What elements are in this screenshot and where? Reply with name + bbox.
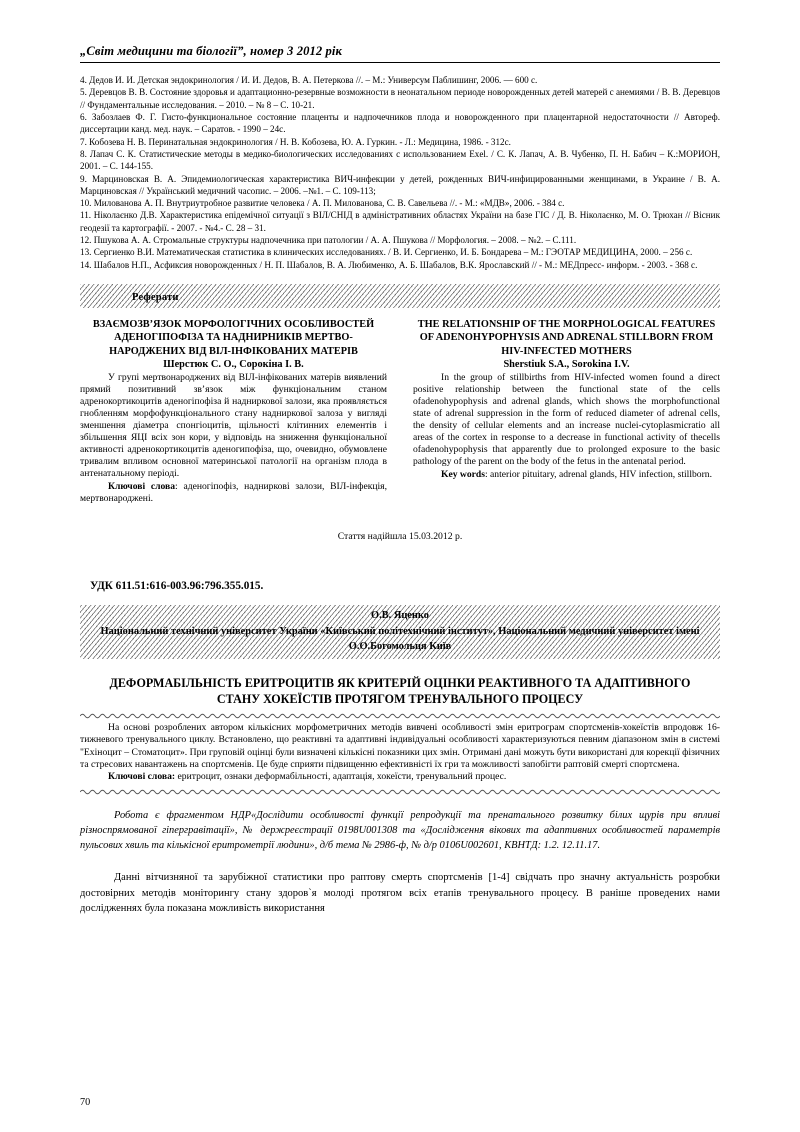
abstracts-section-band — [80, 284, 720, 308]
reference-item: 12. Пшукова А. А. Стромальные структуры надпочечника при патологии / А. А. Пшукова // Морфология. – 2008. – №2. – С.111. — [80, 235, 577, 246]
abstract-en-body: In the group of stillbirths from HIV-infected women found a direct positive relationship between the functional state of the cells ofadenohypophysis and adrenal glands, which shows the morphofunctional state of adrenal suppression in the form of reduced diameter of adrenal cells, the density of cellular elements and an increase nuclei-cytoplasmicratio all areas of the cortex in response to a decrease in functional activity of thecells ofadenohypophysis that apparently due to prolonged exposure to the basic pathology of the parent on the body of the fetus in the antenatal period. — [413, 372, 720, 467]
abstract-ua-authors: Шерстюк С. О., Сорокіна І. В. — [163, 358, 304, 370]
reference-item: 11. Ніколаєнко Д.В. Характеристика епідемічної ситуації з ВІЛ/СНІД в адміністративних областях України на базе ГІС / Д. В. Ніколаєнко, М. О. Трюхан // Вісник геодезії та картографії. - 2007. - №4.- С. 28 – 31. — [80, 210, 720, 233]
abstract-en-authors: Sherstiuk S.A., Sorokina I.V. — [503, 358, 630, 370]
reference-item: 6. Забозлаев Ф. Г. Гисто-функциональное состояние плаценты и надпочечников плода и новорожденного при плацентарной недостаточности // Автореф. диссертации канд. мед. наук. – Саратов. - 1990 – 24с. — [80, 111, 720, 135]
running-head-rule — [80, 62, 720, 63]
running-head: „Світ медицини та біології”, номер 3 2012 рік — [80, 44, 343, 58]
reference-item: 8. Лапач С. К. Статистические методы в медико-биологических исследованиях с использованием Exel. / С. К. Лапач, А. В. Чубенко, П. Н. Бабич – К.:МОРИОН, 2001. – С. 144-155. — [80, 148, 720, 172]
abstract-en-title: THE RELATIONSHIP OF THE MORPHOLOGICAL FEATURES OF ADENOHYPOPHYSIS AND ADRENAL STILLBORN FROM HIV-INFECTED MOTHERS — [417, 319, 716, 357]
article-affiliation: Національний технічний університет України «Київський політехнічний інститут», Національний медичний університет імені О.О.Богомольця Київ — [100, 626, 700, 653]
abstract-en-keywords-label: Key words — [441, 468, 485, 480]
reference-item: 9. Марциновская В. А. Эпидемиологическая характеристика ВИЧ-инфекции у детей, рожденных ВИЧ-инфицированными женщинами, в Украине / В. А. Марциновская // Український медичний часопис. – 2006. –№1. – С. 109-113; — [80, 173, 720, 196]
wave-divider-top — [80, 712, 720, 719]
reference-item: 5. Деревцов В. В. Состояние здоровья и адаптационно-резервные возможности в неонатальном периоде новорожденных детей матерей с анемиями / В. В. Деревцов // Фундаментальные исследования. – 2010. – № 8 – С. 10-21. — [80, 87, 720, 110]
article-summary-keywords-label: Ключові слова: — [108, 771, 176, 783]
article-summary-keywords — [80, 771, 720, 783]
reference-item: 7. Кобозева Н. В. Перинатальная эндокринология / Н. В. Кобозева, Ю. А. Гуркин. - Л.: Медицина, 1986. - 312с. — [80, 136, 511, 147]
abstract-ua-keywords-text: : аденогіпофіз, надниркові залози, ВІЛ-інфекція, мертвонароджені. — [80, 480, 387, 504]
received-date-line: Стаття надійшла 15.03.2012 р. — [337, 530, 463, 542]
abstract-ukrainian — [80, 318, 387, 505]
reference-item: 4. Дедов И. И. Детская эндокринология / И. И. Дедов, В. А. Петеркова //. – М.: Универсум Паблишинг, 2006. — 600 с. — [80, 75, 538, 85]
abstract-ua-body: У групі мертвонароджених від ВІЛ-інфікованих матерів виявлений прямий позитивний зв’язок між функціональним станом адренокортикоцитів аденогіпофіза й надниркової залози, яка проявляється гнобленням морфофункціонального стану надниркової залоза у вигляді зменшення діаметра спонгіоцитів, щільності клітинних елементів і збільшення ЯЦІ всіх зон кори, у відповідь на зниження функціональної активності адренокортикоцитів аденогипофіза, що, очевидно, обумовлене тривалим впливом основної материнської патології на організм плода в антенатальному періоді. — [80, 372, 387, 479]
abstracts-band-label: Реферати — [132, 292, 179, 303]
article-body-paragraph: Данні вітчизняної та зарубіжної статистики про раптову смерть спортсменів [1-4] свідчать про значну актуальність розробки достовірних методів моніторингу стану здоров`я молоді протягом всіх етапів тренувального процесу. В раніше проведених нами дослідженнях була показана можливість використання — [80, 872, 720, 914]
abstract-en-keywords — [413, 469, 720, 481]
abstract-ua-keywords-label: Ключові слова — [108, 480, 176, 492]
abstract-en-keywords-text: : anterior pituitary, adrenal glands, HIV infection, stillborn. — [484, 468, 712, 480]
article-title: ДЕФОРМАБІЛЬНІСТЬ ЕРИТРОЦИТІВ ЯК КРИТЕРІЙ ОЦІНКИ РЕАКТИВНОГО ТА АДАПТИВНОГО СТАНУ ХОКЕЇСТІВ ПРОТЯГОМ ТРЕНУВАЛЬНОГО ПРОЦЕСУ — [109, 675, 691, 706]
abstracts-container — [80, 318, 720, 505]
funding-note: Робота є фрагментом НДР«Дослідити особливості функції репродукції та пренатального розвитку білих щурів при впливі різноспрямованої гіпергравітації», № держреєстрації 0198U001308 та «Дослідження вікових та адаптивних особливостей параметрів пульсових хвиль та кількісної еритрометрії людини», д/б тема № 2986-ф, № д/р 0106U002601, КВНТД: 1.2. 12.11.17. — [80, 809, 720, 851]
abstract-ua-title: ВЗАЄМОЗВ’ЯЗОК МОРФОЛОГІЧНИХ ОСОБЛИВОСТЕЙ АДЕНОГІПОФІЗА ТА НАДНИРНИКІВ МЕРТВО-НАРОДЖЕНИХ ВІД ВІЛ-ІНФІКОВАНИХ МАТЕРІВ — [92, 319, 375, 357]
page-number: 70 — [80, 1097, 91, 1108]
article-summary-keywords-text: еритроцит, ознаки деформабільності, адаптація, хокеїсти, тренувальний процес. — [175, 771, 507, 783]
article-summary: На основі розроблених автором кількісних морфометричних методів вивчені особливості змін еритрограм спортсменів-хокеїстів впродовж 16-тижневого тренувального циклу. Встановлено, що реактивні та адаптивні індивідуальні особливості характеризуються певним діапазоном змін в системі "Ехіноцит – Стоматоцит». При груповій оцінці були визначені кількісні показники цих змін. Отримані дані можуть бути використані для корекції фізичних та стресових навантажень на спортсменів. Це буде сприяти підвищенню ефективністі їх гри та можливості запобігти раптовій смерті спортсмена. — [80, 721, 720, 770]
udc-code: УДК 611.51:616-003.96:796.355.015. — [90, 579, 264, 592]
article-author-band — [80, 605, 720, 659]
reference-item: 14. Шабалов Н.П., Асфиксия новорожденных / Н. П. Шабалов, В. А. Любименко, А. Б. Шабалов, В.К. Ярославский // - М.: МЕДпресс- информ. - 2003. - 368 с. — [80, 259, 698, 270]
wave-divider-bottom — [80, 788, 720, 795]
abstract-ua-keywords — [80, 481, 387, 505]
abstract-english — [413, 318, 720, 505]
reference-list — [80, 74, 720, 271]
article-author: О.В. Яценко — [371, 609, 429, 621]
reference-item: 10. Милованова А. П. Внутриутробное развитие человека / А. П. Милованова, С. В. Савельева //. - М.: «МДВ», 2006. - 384 с. — [80, 198, 565, 209]
reference-item: 13. Сергиенко В.И. Математическая статистика в клинических исследованиях. / В. И. Сергиенко, И. Б. Бондарева – М.: ГЭОТАР МЕДИЦИНА, 2000. – 256 с. — [80, 247, 693, 258]
